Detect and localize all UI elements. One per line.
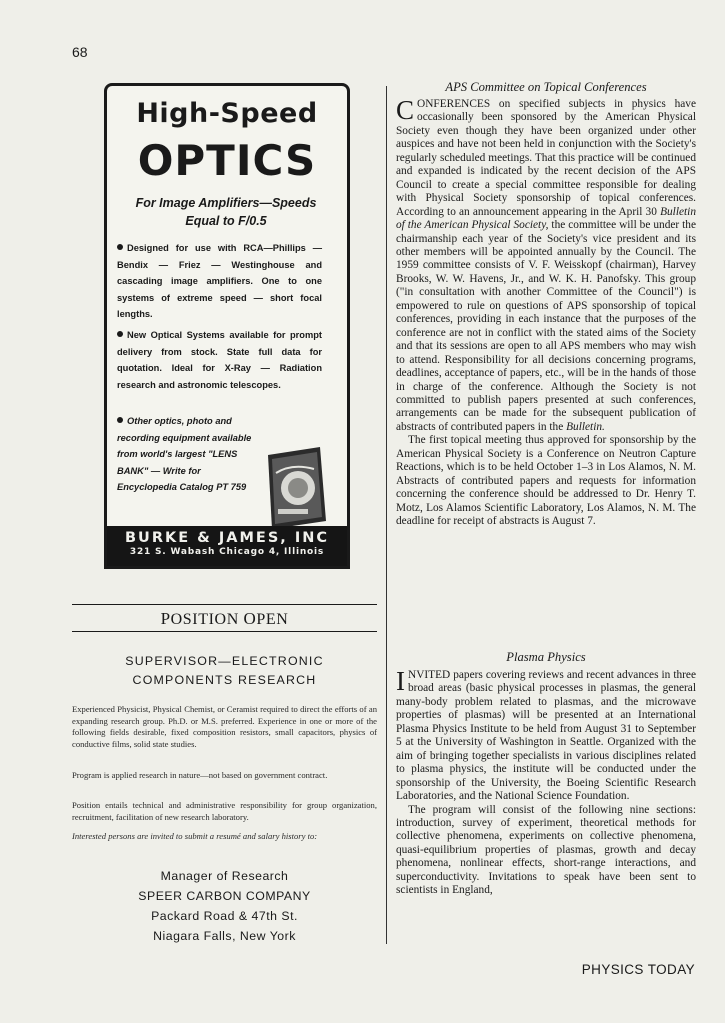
page-number: 68 <box>72 44 88 60</box>
bullet-icon <box>117 244 123 250</box>
article1-p1-text: ONFERENCES on specified subjects in physics have occasionally been sponsored by the American Physical Society even though they have been organized under other auspices and have not been held in conjunction with the Society's regularly scheduled meetings. That this practice will be continued and expanded is indicated by the recent decision of the APS Council to create a special committee responsible for dealing with Physical Society sponsorship of topical conferences. According to an announcement appearing in the April 30 <box>396 98 696 218</box>
contact-line1: Manager of Research <box>160 869 289 883</box>
contact-line4: Niagara Falls, New York <box>153 929 296 943</box>
contact-address <box>72 866 377 946</box>
company-name: BURKE & JAMES, INC <box>125 530 329 546</box>
article2-paragraph-2: The program will consist of the following nine sections: introduction, survey of experiment, theoretical methods for collective phenomena, experiments on collective phenomena, quasi-equilibrium properties of plasmas, growth and decay phenomena, nonlinear effects, short-range interactions, and superconductivity. Invitations to speak have been sent to scientists in England, <box>396 803 696 897</box>
article1-p1-italic: Bulletin of the American Physical Society, <box>396 205 696 232</box>
job-paragraph-4: Interested persons are invited to submit a resumé and salary history to: <box>72 831 318 841</box>
heading-rest-1: OSITION <box>170 611 239 628</box>
article1-paragraph-2: The first topical meeting thus approved for sponsorship by the American Physical Society is a Conference on Neutron Capture Reactions, which is to be held October 1–3 in Los Alamos, N. M. Abstracts of contributed papers and requests for information concerning the conference should be addressed to Dr. Henry T. Motz, Los Alamos Scientific Laboratory, Los Alamos, N. M. The deadline for receipt of abstracts is August 7. <box>396 434 696 528</box>
bullet-icon <box>117 417 123 423</box>
ad-paragraph-2-text: New Optical Systems available for prompt delivery from stock. State full data for quotation. Ideal for X-Ray — Radiation research and astronomic telescopes. <box>117 330 322 390</box>
heading-initial-o: O <box>243 609 257 628</box>
company-address: 321 S. Wabash Chicago 4, Illinois <box>129 547 325 557</box>
heading-rest-2: PEN <box>256 611 289 628</box>
job-paragraph-1: Experienced Physicist, Physical Chemist, or Ceramist required to direct the efforts of an expanding research group. Ph.D. or M.S. preferred. Experience in one or more of the following fields desirable, fixed composition resistors, small capacitors, physics of conductive films, solid state studies. <box>72 704 377 749</box>
ad-title-line1: High-Speed <box>136 98 318 129</box>
job-paragraph-2: Program is applied research in nature—not based on government contract. <box>72 770 328 780</box>
ad-paragraph-3-text: Other optics, photo and recording equipment available from world's largest "LENS BANK" — Write for Encyclopedia Catalog PT 759 <box>117 416 252 492</box>
article2-paragraph-1 <box>396 666 696 804</box>
position-open-heading <box>72 609 377 629</box>
section-rule-bottom <box>72 631 377 632</box>
column-divider <box>386 86 387 944</box>
ad-subtitle-line1: For Image Amplifiers—Speeds <box>135 196 317 210</box>
article2-dropcap: I <box>396 666 405 696</box>
job-title-line1: SUPERVISOR—ELECTRONIC <box>125 654 324 668</box>
article1-dropcap: C <box>396 95 415 125</box>
ad-paragraph-3 <box>117 413 262 496</box>
job-paragraph-3: Position entails technical and administrative responsibility for group organization, recruitment, facilitation of new research laboratory. <box>72 800 377 822</box>
article1-p1-italic-2: Bulletin. <box>566 420 605 433</box>
optics-advertisement <box>104 83 350 569</box>
heading-initial-p: P <box>160 609 171 628</box>
article1-heading: APS Committee on Topical Conferences <box>445 80 647 94</box>
contact-line3: Packard Road & 47th St. <box>151 909 298 923</box>
company-banner <box>107 526 347 566</box>
article2-p1-text: NVITED papers covering reviews and recent advances in three broad areas (basic physical processes in plasmas, the general many-body problem related to plasmas, and the microwave properties of plasmas) will be presented at an International Plasma Physics Institute to be held from August 31 to September 5 at the University of Washington in Seattle. Organized with the aim of bringing together specialists in various disciplines related to plasma physics, the institute will be conducted under the sponsorship of the University, the Boeing Scientific Research Laboratories, and the National Science Foundation. <box>396 669 696 803</box>
ad-subtitle <box>117 194 335 230</box>
footer-magazine-name: PHYSICS TODAY <box>581 962 695 977</box>
contact-line2: SPEER CARBON COMPANY <box>138 889 311 903</box>
ad-paragraph-1-text: Designed for use with RCA—Phillips — Bendix — Friez — Westinghouse and cascading image amplifiers. One to one systems of extreme speed — short focal lengths. <box>117 243 322 319</box>
article2-heading: Plasma Physics <box>506 650 586 664</box>
job-title-line2: COMPONENTS RESEARCH <box>132 673 317 687</box>
section-rule-top <box>72 604 377 605</box>
article1-p1-text-b: the committee will be under the chairmanship each year of the Society's vice president and its other members will be appointed annually by the Council. The 1959 committee consists of V. F. Weisskopf (chairman), Harvey Brooks, W. W. Havens, Jr., and W. K. H. Panofsky. This group ("in consultation with another Committee of the Council") is empowered to rule on questions of APS sponsorship of topical conferences, providing in each instance that the purposes of the conference are not in conflict with the stated aims of the Society and that its sessions are open to all APS members who may wish to attend. Responsibility for all decisions concerning programs, deadlines, acceptance of papers, etc., will be in the hands of those in charge of the conference. Although the Society is not committed to publish papers presented at such conferences, arrangements can be made for the subsequent publication of abstracts of contributed papers in the <box>396 219 696 433</box>
article2-body <box>396 666 696 898</box>
catalog-cover-image <box>262 443 328 533</box>
article1-paragraph-1 <box>396 95 696 434</box>
ad-title-line2: OPTICS <box>137 136 317 185</box>
ad-subtitle-line2: Equal to F/0.5 <box>185 214 267 228</box>
ad-paragraph-1 <box>117 240 322 323</box>
article1-body <box>396 95 696 529</box>
ad-paragraph-2 <box>117 327 322 393</box>
bullet-icon <box>117 331 123 337</box>
